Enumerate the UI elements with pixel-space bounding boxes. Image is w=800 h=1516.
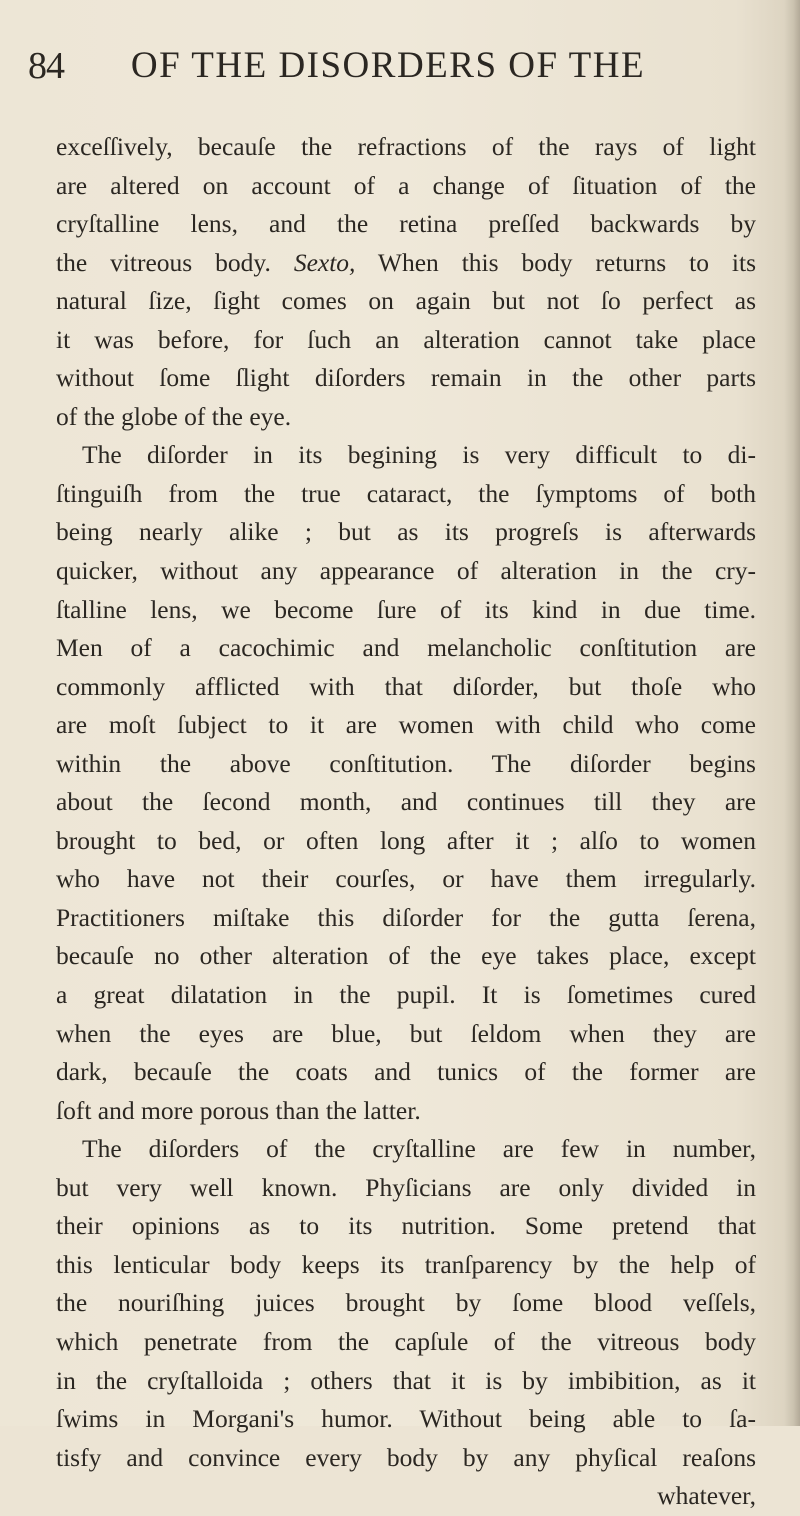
text-line: about the ſecond month, and continues till they are [56, 787, 756, 817]
text-line: quicker, without any appearance of alteration in the cry- [56, 556, 756, 586]
text-line: are moſt ſubject to it are women with child who come [56, 710, 756, 740]
text-line: of the globe of the eye. [56, 401, 292, 431]
text-line: when the eyes are blue, but ſeldom when they are [56, 1018, 756, 1048]
text-line: ſoft and more porous than the latter. [56, 1095, 421, 1125]
text-line: a great dilatation in the pupil. It is ſometimes cured [56, 980, 756, 1010]
text-line: their opinions as to its nutrition. Some pretend that [56, 1211, 756, 1241]
page-edge-shadow [784, 0, 800, 1426]
text-line: ſtalline lens, we become ſure of its kind in due time. [56, 594, 756, 624]
page-header [28, 44, 748, 100]
text-line: becauſe no other alteration of the eye takes place, except [56, 941, 756, 971]
text-line: Men of a cacochimic and melancholic conſtitution are [56, 633, 756, 663]
catchword: whatever, [657, 1481, 756, 1511]
text-line: which penetrate from the capſule of the vitreous body [56, 1326, 756, 1356]
text-line: The diſorder in its begining is very difficult to di- [82, 440, 756, 470]
running-head: OF THE DISORDERS OF THE [130, 45, 646, 86]
text-line: without ſome ſlight diſorders remain in the other parts [56, 363, 756, 393]
text-line: Practitioners miſtake this diſorder for the gutta ſerena, [56, 902, 756, 932]
text-line [56, 244, 756, 283]
text-line: this lenticular body keeps its tranſparency by the help of [56, 1249, 756, 1279]
italic-word: Sexto, [293, 247, 356, 277]
text-segment: When this body returns to its [377, 247, 757, 277]
text-line: dark, becauſe the coats and tunics of the former are [56, 1057, 756, 1087]
text-line: commonly afflicted with that diſorder, but thoſe who [56, 671, 756, 701]
page-number: 84 [28, 45, 64, 87]
text-line: brought to bed, or often long after it ; alſo to women [56, 825, 756, 855]
text-line: tisfy and convince every body by any phyſical reaſons [56, 1442, 756, 1472]
text-line: who have not their courſes, or have them irregularly. [56, 864, 756, 894]
text-line: The diſorders of the cryſtalline are few in number, [82, 1134, 756, 1164]
text-line: exceſſively, becauſe the refractions of the rays of light [56, 132, 756, 161]
text-line: are altered on account of a change of ſituation of the [56, 170, 756, 200]
text-line: in the cryſtalloida ; others that it is by imbibition, as it [56, 1365, 756, 1395]
text-line: ſwims in Morgani's humor. Without being able to ſa- [56, 1404, 756, 1434]
text-line: within the above conſtitution. The diſorder begins [56, 748, 756, 778]
text-segment: the vitreous body. [56, 247, 271, 277]
text-line: but very well known. Phyſicians are only divided in [56, 1172, 756, 1202]
text-line: being nearly alike ; but as its progreſs is afterwards [56, 517, 756, 547]
text-line: cryſtalline lens, and the retina preſſed backwards by [56, 209, 756, 239]
text-line: natural ſize, ſight comes on again but not ſo perfect as [56, 286, 756, 316]
text-line: the nouriſhing juices brought by ſome blood veſſels, [56, 1288, 756, 1318]
text-line: ſtinguiſh from the true cataract, the ſymptoms of both [56, 478, 756, 508]
text-line: it was before, for ſuch an alteration cannot take place [56, 324, 756, 354]
body-text [56, 128, 756, 1516]
